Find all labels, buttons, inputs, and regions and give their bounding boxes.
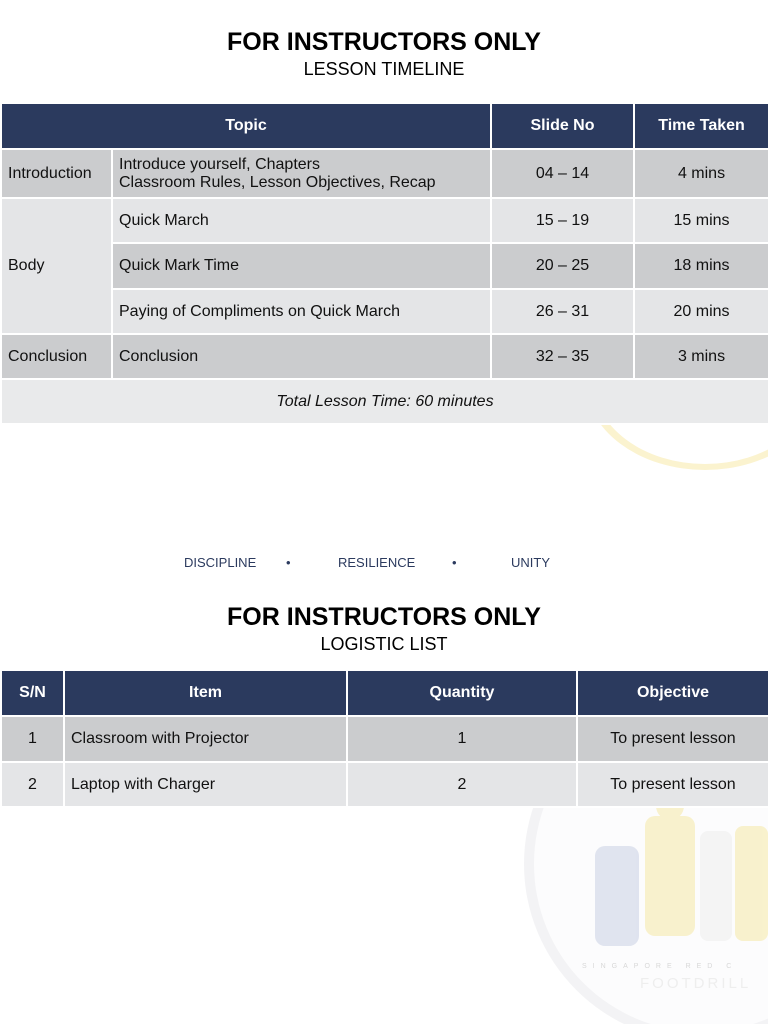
time-cell: 4 mins [634, 149, 768, 198]
table-row [1, 243, 768, 289]
section-cell: Introduction [1, 149, 112, 198]
slide-no-cell: 20 – 25 [491, 243, 634, 289]
watermark-emblem-logo [510, 806, 768, 1024]
section-cell: Body [1, 198, 112, 334]
table-row [1, 762, 768, 807]
quantity-cell: 2 [347, 762, 577, 807]
header-slide-no: Slide No [491, 103, 634, 149]
slide-no-cell: 15 – 19 [491, 198, 634, 243]
logistic-list-table [0, 669, 768, 808]
motto-discipline: DISCIPLINE [184, 555, 257, 570]
header-objective: Objective [577, 670, 768, 716]
quantity-cell: 1 [347, 716, 577, 762]
item-cell: Classroom with Projector [64, 716, 347, 762]
slide-no-cell: 32 – 35 [491, 334, 634, 379]
table-row [1, 149, 768, 198]
objective-cell: To present lesson [577, 762, 768, 807]
table-row [1, 716, 768, 762]
page-subtitle-2: LOGISTIC LIST [320, 634, 448, 654]
motto-separator: • [286, 555, 291, 570]
topic-line: Classroom Rules, Lesson Objectives, Recap [119, 173, 436, 191]
topic-cell [112, 149, 491, 198]
watermark-text-org: SINGAPORE RED C [582, 963, 738, 970]
topic-cell: Paying of Compliments on Quick March [112, 289, 491, 334]
watermark-emblem-top [510, 420, 768, 490]
header-item: Item [64, 670, 347, 716]
table-header-row [1, 670, 768, 716]
header-quantity: Quantity [347, 670, 577, 716]
slide-no-cell: 04 – 14 [491, 149, 634, 198]
table-row [1, 289, 768, 334]
slide-no-cell: 26 – 31 [491, 289, 634, 334]
objective-cell: To present lesson [577, 716, 768, 762]
watermark-text-footdrill: FOOTDRILL [640, 975, 752, 992]
topic-cell: Quick March [112, 198, 491, 243]
table-row [1, 198, 768, 243]
time-cell: 20 mins [634, 289, 768, 334]
header-sn: S/N [1, 670, 64, 716]
motto-footer [0, 555, 768, 575]
header-topic: Topic [1, 103, 491, 149]
page-subtitle: LESSON TIMELINE [303, 59, 465, 79]
item-cell: Laptop with Charger [64, 762, 347, 807]
motto-resilience: RESILIENCE [338, 555, 416, 570]
lesson-timeline-table [0, 102, 768, 425]
sn-cell: 1 [1, 716, 64, 762]
section-cell: Conclusion [1, 334, 112, 379]
topic-cell: Quick Mark Time [112, 243, 491, 289]
total-row [1, 379, 768, 424]
time-cell: 18 mins [634, 243, 768, 289]
header-time-taken: Time Taken [634, 103, 768, 149]
time-cell: 15 mins [634, 198, 768, 243]
sn-cell: 2 [1, 762, 64, 807]
table-header-row [1, 103, 768, 149]
page-title-2: FOR INSTRUCTORS ONLY [227, 603, 541, 631]
motto-unity: UNITY [511, 555, 550, 570]
total-lesson-time: Total Lesson Time: 60 minutes [1, 379, 768, 424]
topic-line: Introduce yourself, Chapters [119, 155, 320, 173]
topic-cell: Conclusion [112, 334, 491, 379]
time-cell: 3 mins [634, 334, 768, 379]
table-row [1, 334, 768, 379]
motto-separator: • [452, 555, 457, 570]
page-title: FOR INSTRUCTORS ONLY [227, 28, 541, 56]
